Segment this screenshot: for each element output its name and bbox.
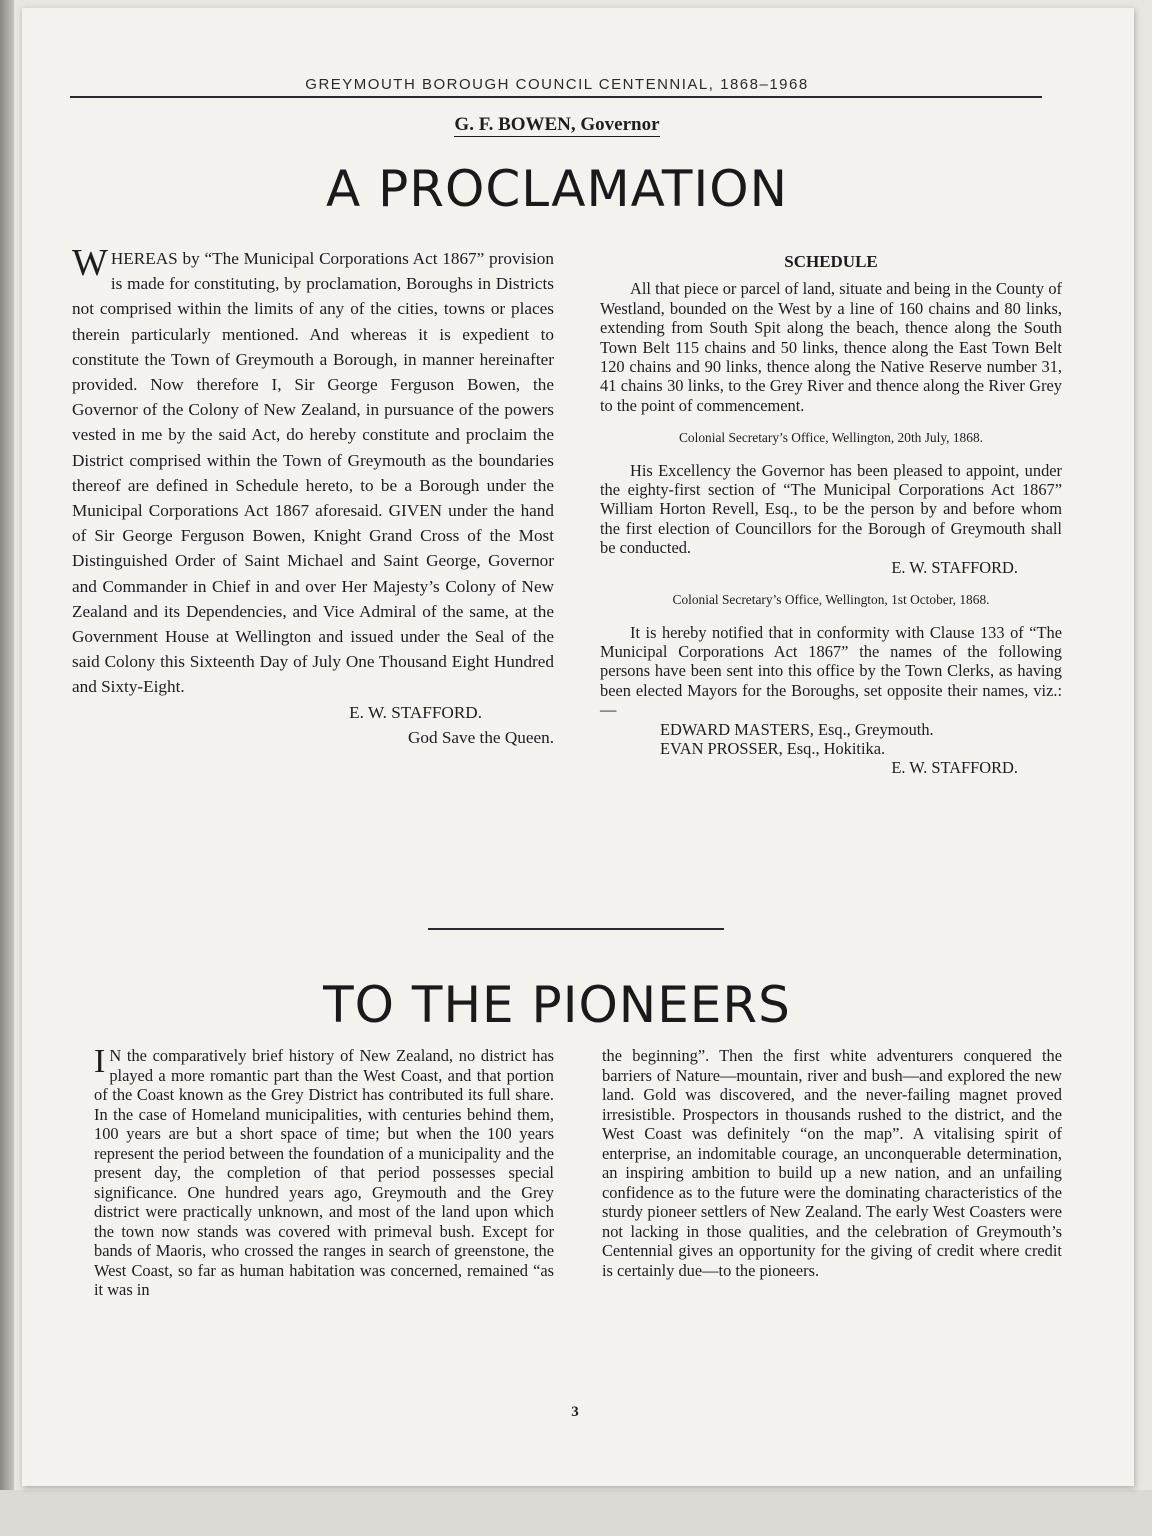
schedule-text: All that piece or parcel of land, situate and being in the County of Westland, bounded on the West by a line of 160 chains and 80 links, extending from South Spit along the beach, thence along the South Town Belt 115 chains and 50 links, thence along the East Town Belt 120 chains and 90 links, thence along the Native Reserve number 31, 41 chains 30 links, to the Grey River and thence along the River Grey to the point of commencement. (600, 279, 1062, 415)
pioneers-title: TO THE PIONEERS (323, 976, 791, 1034)
proclamation-column (72, 242, 554, 750)
pioneers-column-left (94, 1043, 554, 1300)
returning-officer-notice: His Excellency the Governor has been pleased to appoint, under the eighty-first section of “The Municipal Corporations Act 1867” William Horton Revell, Esq., to be the person by and before whom the first election of Councillors for the Borough of Greymouth shall be conducted. (600, 460, 1062, 558)
proclamation-dropcap: W (72, 242, 108, 284)
governor-line (72, 114, 1042, 136)
pioneers-paragraph-left (94, 1043, 554, 1300)
proclamation-closing: God Save the Queen. (407, 727, 554, 747)
proclamation-title: A PROCLAMATION (326, 160, 788, 218)
proclamation-signature: E. W. STAFFORD. (349, 702, 482, 722)
page-number: 3 (571, 1404, 579, 1420)
schedule-signature-1: E. W. STAFFORD. (891, 557, 1018, 577)
office-dateline-2: Colonial Secretary’s Office, Wellington, 1st October, 1868. (672, 592, 990, 608)
schedule-title: SCHEDULE (784, 252, 878, 271)
pioneers-text-left: N the comparatively brief history of New Zealand, no district has played a more romantic part than the West Coast, and that portion of the Coast known as the Grey District has contributed its full share. In the case of Homeland municipalities, with centuries behind them, 100 years are but a short space of time; but when the 100 years represent the period between the foundation of a municipality and the present day, the completion of that period possesses special significance. One hundred years ago, Greymouth and the Grey district were practically unknown, and most of the land upon which the town now stands was covered with primeval bush. Except for bands of Maoris, who crossed the ranges in search of greenstone, the West Coast, so far as human habitation was concerned, remained “as it was in (94, 1046, 554, 1299)
pioneers-dropcap: I (94, 1043, 106, 1080)
schedule-column (600, 252, 1062, 778)
pioneers-text-right: the beginning”. Then the first white adventurers conquered the barriers of Nature—mountain, river and bush—and explored the new land. Gold was discovered, and the never-failing magnet proved irresistible. Prospectors in thousands rushed to the district, and the West Coast was definitely “on the map”. A vitalising spirit of enterprise, an indomitable courage, an unconquerable determination, an inspiring ambition to build up a new nation, and an unfailing confidence as to the future were the dominating characteristics of the sturdy pioneer settlers of New Zealand. The early West Coasters were not lacking in those qualities, and the celebration of Greymouth’s Centennial gives an opportunity for the giving of credit where credit is certainly due—to the pioneers. (602, 1046, 1062, 1280)
governor-name: G. F. BOWEN, Governor (454, 114, 660, 135)
schedule-signature-2: E. W. STAFFORD. (891, 758, 1018, 778)
pioneers-column-right (602, 1046, 1062, 1280)
mayor-entry: EDWARD MASTERS, Esq., Greymouth. (660, 719, 934, 739)
section-divider (428, 928, 724, 930)
mayors-notice: It is hereby notified that in conformity with Clause 133 of “The Municipal Corporations Act 1867” the names of the following persons have been sent into this office by the Town Clerks, as having been elected Mayors for the Boroughs, set opposite their names, viz.:— (600, 622, 1062, 720)
mayor-entry: EVAN PROSSER, Esq., Hokitika. (660, 738, 886, 758)
running-head: GREYMOUTH BOROUGH COUNCIL CENTENNIAL, 1868–1968 (305, 76, 809, 93)
binding-edge (0, 0, 14, 1536)
proclamation-text: HEREAS by “The Municipal Corporations Act 1867” provision is made for constituting, by proclamation, Boroughs in Districts not comprised within the limits of any of the cities, towns or places therein particularly mentioned. And whereas it is expedient to constitute the Town of Greymouth a Borough, in manner hereinafter provided. Now therefore I, Sir George Ferguson Bowen, the Governor of the Colony of New Zealand, in pursuance of the powers vested in me by the said Act, do hereby constitute and proclaim the District comprised within the Town of Greymouth as the boundaries thereof are defined in Schedule hereto, to be a Borough under the Municipal Corporations Act 1867 aforesaid. GIVEN under the hand of Sir George Ferguson Bowen, Knight Grand Cross of the Most Distinguished Order of Saint Michael and Saint George, Governor and Commander in Chief in and over Her Majesty’s Colony of New Zealand and its Dependencies, and Vice Admiral of the same, at the Government House at Wellington and issued under the Seal of the said Colony this Sixteenth Day of July One Thousand Eight Hundred and Sixty-Eight. (72, 249, 554, 697)
office-dateline-1: Colonial Secretary’s Office, Wellington, 20th July, 1868. (678, 430, 983, 446)
table-surface (0, 1490, 1152, 1536)
proclamation-body (72, 242, 554, 700)
header-rule (70, 96, 1042, 98)
